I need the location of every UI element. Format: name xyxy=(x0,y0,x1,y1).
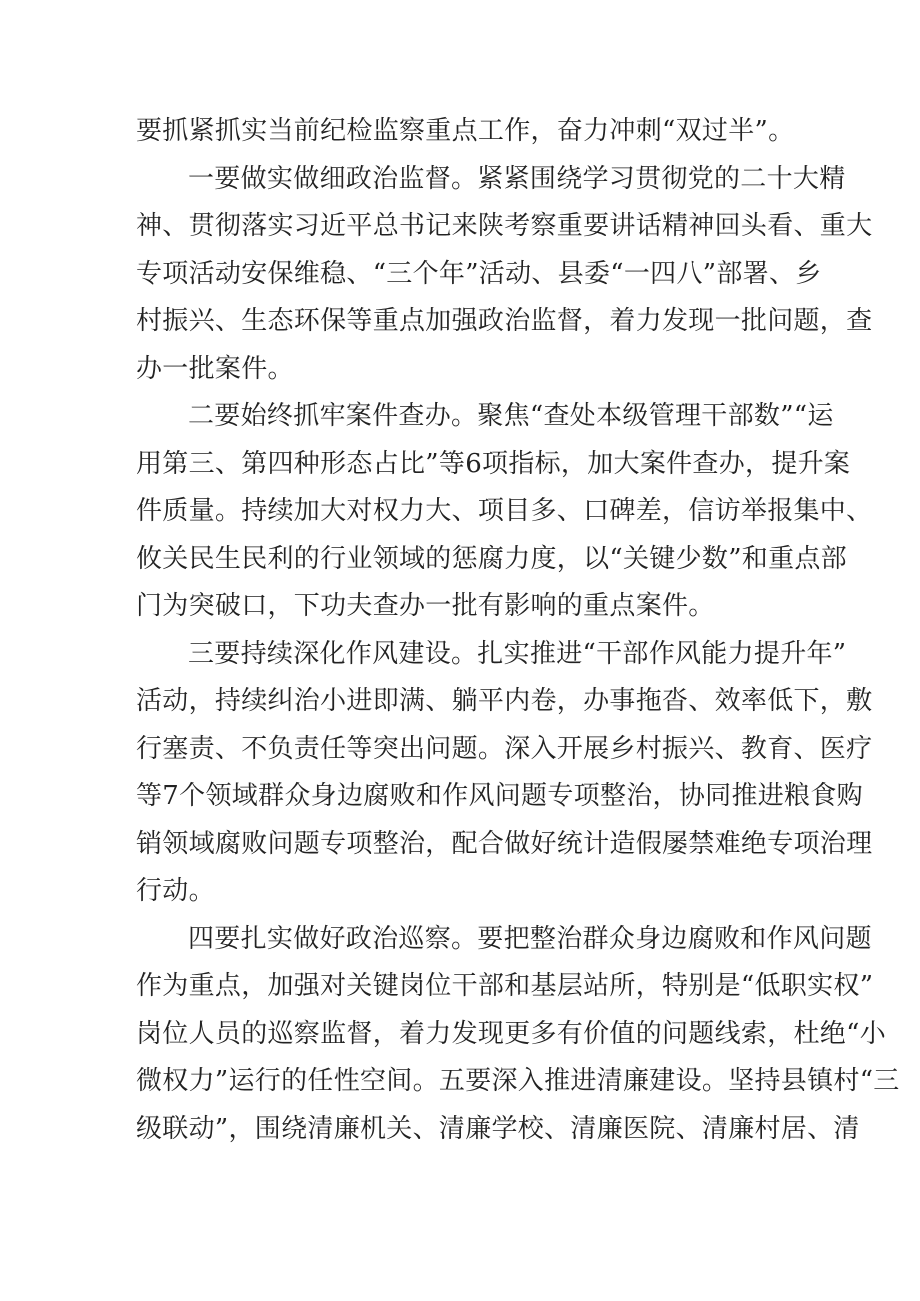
text-line: 用第三、第四种形态占比”等6项指标，加大案件查办，提升案 xyxy=(136,448,851,479)
text-line: 门为突破口，下功夫查办一批有影响的重点案件。 xyxy=(136,591,715,621)
paragraph-case-handling xyxy=(136,393,873,631)
text-line: 等7个领域群众身边腐败和作风问题专项整治，协同推进粮食购 xyxy=(136,781,863,811)
text-line: 专项活动安保维稳、“三个年”活动、县委“一四八”部署、乡 xyxy=(136,258,822,289)
text-line: 行塞责、不负责任等突出问题。深入开展乡村振兴、教育、医疗 xyxy=(136,733,873,764)
text-line: 办一批案件。 xyxy=(136,353,294,384)
text-line: 件质量。持续加大对权力大、项目多、口碑差，信访举报集中、 xyxy=(136,496,873,526)
text-line: 神、贯彻落实习近平总书记来陕考察重要讲话精神回头看、重大 xyxy=(136,211,873,241)
text-line: 二要始终抓牢案件查办。聚焦“查处本级管理干部数”“运 xyxy=(188,401,834,431)
text-line: 微权力”运行的任性空间。五要深入推进清廉建设。坚持县镇村“三 xyxy=(136,1066,900,1096)
text-line: 行动。 xyxy=(136,876,215,906)
text-line: 活动，持续纠治小进即满、躺平内卷，办事拖沓、效率低下，敷 xyxy=(136,686,873,716)
paragraph-political-supervision xyxy=(136,156,873,394)
text-line: 岗位人员的巡察监督，着力发现更多有价值的问题线索，杜绝“小 xyxy=(136,1018,886,1049)
text-line: 攸关民生民利的行业领域的惩腐力度，以“关键少数”和重点部 xyxy=(136,543,847,574)
paragraph-intro-tail xyxy=(136,108,796,156)
text-line: 销领域腐败问题专项整治，配合做好统计造假屡禁难绝专项治理 xyxy=(136,828,873,859)
paragraph-political-inspection xyxy=(136,916,900,1154)
body-text xyxy=(136,108,900,1153)
paragraph-work-style xyxy=(136,631,873,916)
text-line: 一要做实做细政治监督。紧紧围绕学习贯彻党的二十大精 xyxy=(188,163,846,194)
text-line: 要抓紧抓实当前纪检监察重点工作，奋力冲刺“双过半”。 xyxy=(136,116,795,146)
text-line: 三要持续深化作风建设。扎实推进“干部作风能力提升年” xyxy=(188,638,847,669)
text-line: 村振兴、生态环保等重点加强政治监督，着力发现一批问题，查 xyxy=(136,306,873,336)
text-line: 作为重点，加强对关键岗位干部和基层站所，特别是“低职实权” xyxy=(136,971,874,1001)
text-line: 级联动”，围绕清廉机关、清廉学校、清廉医院、清廉村居、清 xyxy=(136,1113,860,1144)
text-line: 四要扎实做好政治巡察。要把整治群众身边腐败和作风问题 xyxy=(188,923,872,954)
